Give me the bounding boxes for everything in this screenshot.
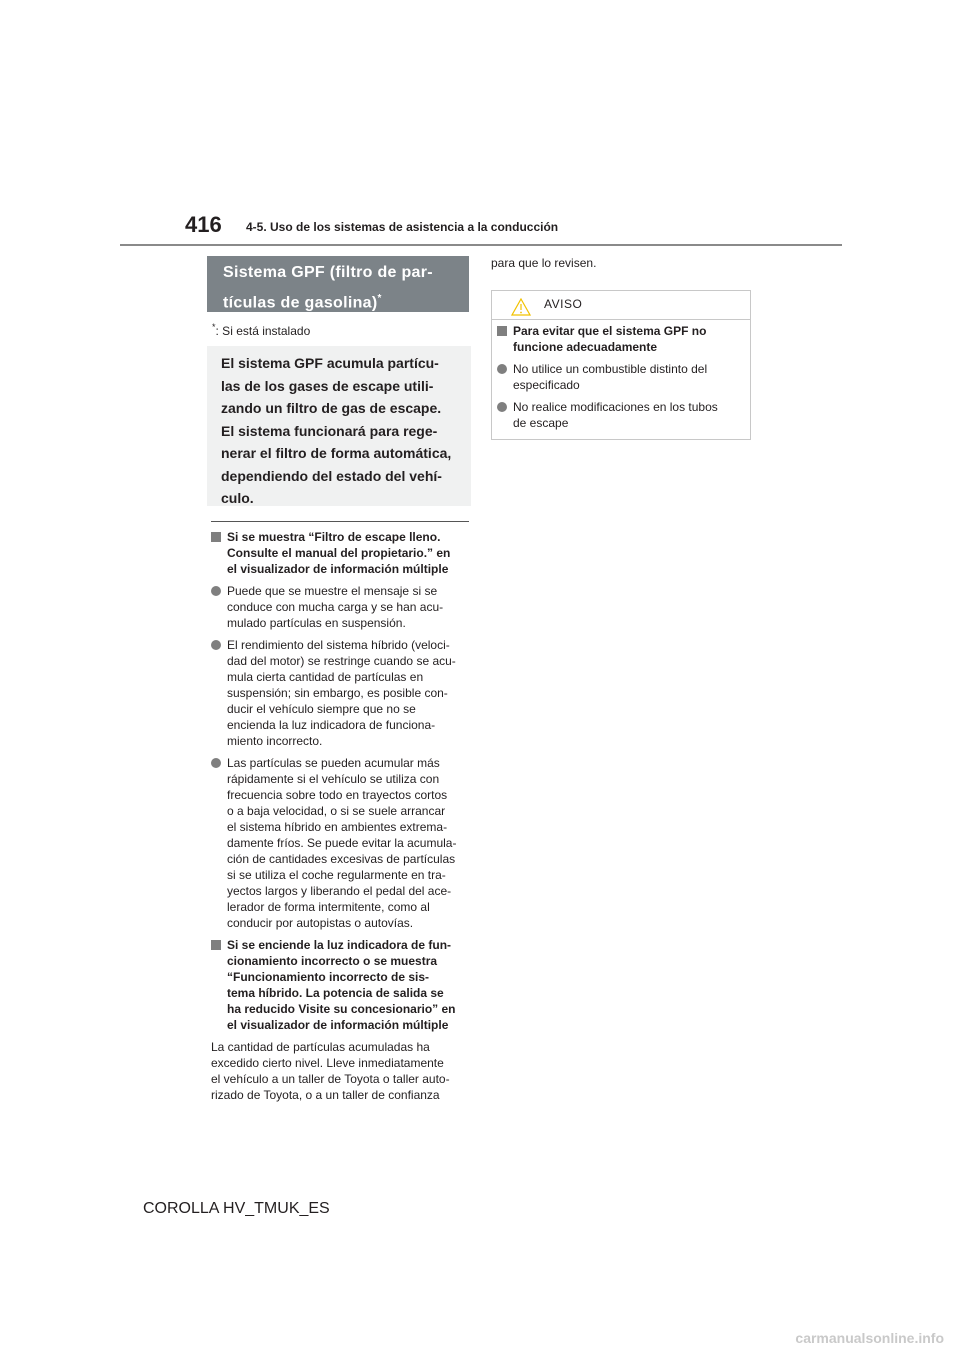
continuation-text: para que lo revisen. [491,256,597,270]
intro-box [207,346,471,506]
section-title-line1: Sistema GPF (filtro de par- [223,264,433,281]
text-line: Si se enciende la luz indicadora de fun- [227,938,452,952]
title-footnote-mark: * [377,293,382,304]
footnote-text: : Si está instalado [215,324,311,338]
bullet-item [497,361,745,393]
text-line: La cantidad de partículas acumuladas ha [211,1040,430,1054]
text-line: mulado partículas en suspensión. [227,616,406,630]
bullet-item [211,583,473,631]
text-line: si se utiliza el coche regularmente en tra- [227,868,446,882]
section-title [207,256,469,312]
intro-line: las de los gases de escape utili- [221,377,434,394]
dot-icon [211,586,221,596]
text-line: “Funcionamiento incorrecto de sis- [227,970,430,984]
text-line: suspensión; sin embargo, es posible con- [227,686,448,700]
notice-title: AVISO [544,297,583,311]
left-column [211,529,473,1109]
text-line: Puede que se muestre el mensaje si se [227,584,438,598]
intro-line: zando un filtro de gas de escape. [221,400,442,416]
text-line: o a baja velocidad, o si se suele arrancar [227,804,446,818]
text-line: Si se muestra “Filtro de escape lleno. [227,530,441,544]
text-line: encienda la luz indicadora de funciona- [227,718,436,732]
text-line: miento incorrecto. [227,734,323,748]
text-line: mula cierta cantidad de partículas en [227,670,424,684]
text-line: el visualizador de información múltiple [227,562,449,576]
text-line: el sistema híbrido en ambientes extrema- [227,820,448,834]
header-rule [120,244,842,246]
square-icon [211,532,221,542]
bullet-item [211,637,473,749]
text-line: ción de cantidades excesivas de partículas [227,852,456,866]
text-line: damente fríos. Se puede evitar la acumula- [227,836,457,850]
subheading [497,323,745,355]
text-line: tema híbrido. La potencia de salida se [227,986,444,1000]
intro-line: El sistema funcionará para rege- [221,422,438,439]
text-line: rápidamente si el vehículo se utiliza con [227,772,440,786]
section-title-line2: tículas de gasolina) [223,294,378,312]
subheading [211,937,473,1033]
warning-triangle-icon [511,298,531,321]
text-line: dad del motor) se restringe cuando se acu- [227,654,456,668]
page-number: 416 [185,212,222,237]
text-line: ha reducido Visite su concesionario” en [227,1002,456,1016]
text-line: especificado [513,378,580,392]
footnote [212,322,310,338]
paragraph [211,1039,473,1103]
text-line: Las partículas se pueden acumular más [227,756,440,770]
text-line: No realice modificaciones en los tubos [513,400,718,414]
text-line: de escape [513,416,569,430]
square-icon [211,940,221,950]
footnote-mark: * [212,322,216,332]
intro-line: El sistema GPF acumula partícu- [221,355,439,371]
section-divider [211,521,469,522]
dot-icon [211,640,221,650]
notice-box [491,290,751,440]
intro-line: nerar el filtro de forma automática, [221,445,452,461]
text-line: ducir el vehículo siempre que no se [227,702,416,716]
bullet-item [497,399,745,431]
dot-icon [211,758,221,768]
watermark: carmanualsonline.info [795,1330,944,1346]
intro-line: dependiendo del estado del vehí- [221,467,442,484]
text-line: conducir por autopistas o autovías. [227,916,414,930]
text-line: funcione adecuadamente [513,340,658,354]
square-icon [497,326,507,336]
text-line: el visualizador de información múltiple [227,1018,449,1032]
subheading [211,529,473,577]
text-line: rizado de Toyota, o a un taller de confianza [211,1088,440,1102]
text-line: Para evitar que el sistema GPF no [513,324,707,338]
dot-icon [497,402,507,412]
notice-body [497,323,745,437]
text-line: el vehículo a un taller de Toyota o taller auto- [211,1072,450,1086]
text-line: lerador de forma intermitente, como al [227,900,430,914]
text-line: No utilice un combustible distinto del [513,362,708,376]
text-line: conduce con mucha carga y se han acu- [227,600,444,614]
text-line: cionamiento incorrecto o se muestra [227,954,438,968]
text-line: yectos largos y liberando el pedal del ace- [227,884,452,898]
notice-header [492,291,750,320]
text-line: El rendimiento del sistema híbrido (veloci- [227,638,450,652]
text-line: Consulte el manual del propietario.” en [227,546,451,560]
dot-icon [497,364,507,374]
text-line: excedido cierto nivel. Lleve inmediatamente [211,1056,444,1070]
text-line: frecuencia sobre todo en trayectos cortos [227,788,448,802]
intro-line: culo. [221,490,254,506]
footer-model-code: COROLLA HV_TMUK_ES [143,1200,330,1217]
bullet-item [211,755,473,931]
section-header: 4-5. Uso de los sistemas de asistencia a la conducción [246,220,559,234]
